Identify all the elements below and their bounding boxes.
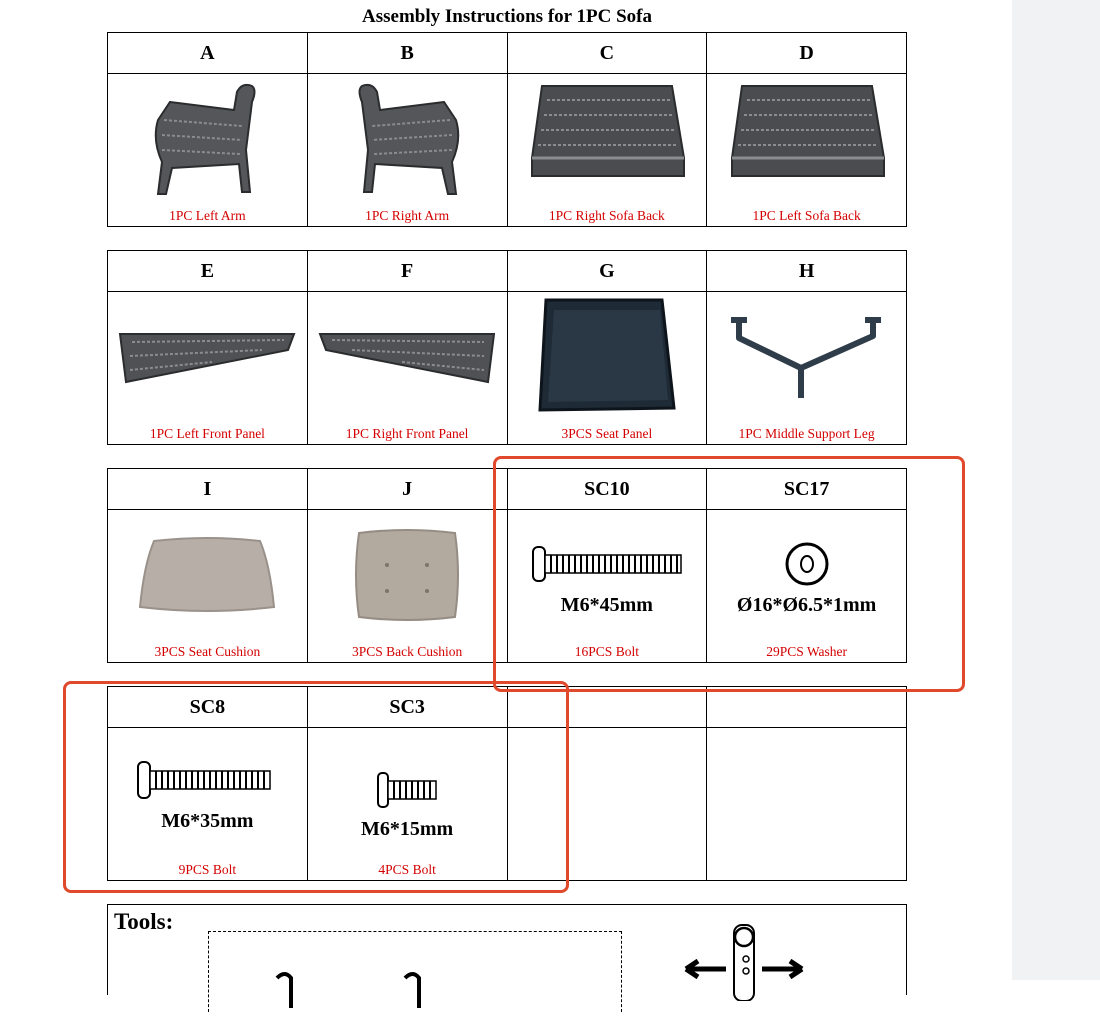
part-letter-g: G	[507, 251, 707, 292]
part-code-sc8: SC8	[108, 687, 308, 728]
left-front-panel-image	[108, 298, 307, 416]
seat-panel-image	[508, 298, 707, 416]
caption-right-sofa-back: 1PC Right Sofa Back	[548, 208, 665, 223]
page-title: Assembly Instructions for 1PC Sofa	[362, 6, 652, 27]
caption-seat-panel: 3PCS Seat Panel	[561, 426, 653, 441]
highlight-box-sc10-sc17	[493, 456, 965, 692]
empty-header-4	[707, 687, 907, 728]
caption-right-front-panel: 1PC Right Front Panel	[345, 426, 469, 441]
caption-left-front-panel: 1PC Left Front Panel	[149, 426, 265, 441]
page-scrollbar[interactable]	[1012, 0, 1100, 980]
part-code-sc17: SC17	[707, 469, 907, 510]
spec-bolt-m6x15: M6*15mm	[361, 818, 454, 840]
right-sofa-back-image	[508, 80, 707, 198]
parts-table-1	[107, 32, 907, 227]
highlight-box-sc8-sc3	[63, 681, 569, 893]
part-letter-e: E	[108, 251, 308, 292]
caption-support-leg: 1PC Middle Support Leg	[738, 426, 875, 441]
part-letter-j: J	[307, 469, 507, 510]
left-arm-image	[108, 80, 307, 198]
left-sofa-back-image	[707, 80, 906, 198]
caption-seat-cushion: 3PCS Seat Cushion	[154, 644, 261, 659]
support-leg-image	[707, 298, 906, 416]
right-arm-image	[308, 80, 507, 198]
caption-bolt-9pcs: 9PCS Bolt	[178, 862, 237, 877]
allen-keys-icon	[269, 958, 429, 1018]
caption-bolt-4pcs: 4PCS Bolt	[378, 862, 436, 877]
caption-washer-29pcs: 29PCS Washer	[766, 644, 848, 659]
caption-bolt-16pcs: 16PCS Bolt	[574, 644, 639, 659]
caption-right-arm: 1PC Right Arm	[365, 208, 450, 223]
part-letter-b: B	[307, 33, 507, 74]
spec-washer: Ø16*Ø6.5*1mm	[736, 594, 877, 616]
seat-cushion-image	[108, 516, 307, 634]
part-letter-i: I	[108, 469, 308, 510]
caption-left-arm: 1PC Left Arm	[169, 208, 246, 223]
tools-dashed-box	[208, 931, 622, 1012]
right-front-panel-image	[308, 298, 507, 416]
back-cushion-image	[308, 516, 507, 634]
caption-left-sofa-back: 1PC Left Sofa Back	[752, 208, 861, 223]
part-letter-c: C	[507, 33, 707, 74]
caption-back-cushion: 3PCS Back Cushion	[351, 644, 463, 659]
tools-label: Tools:	[114, 909, 174, 934]
part-letter-a: A	[108, 33, 308, 74]
tools-section	[107, 904, 907, 995]
part-letter-f: F	[307, 251, 507, 292]
spec-bolt-m6x45: M6*45mm	[560, 594, 653, 616]
parts-table-2	[107, 250, 907, 445]
wrench-direction-icon	[674, 921, 814, 1001]
part-code-sc10: SC10	[507, 469, 707, 510]
spec-bolt-m6x35: M6*35mm	[161, 810, 254, 832]
part-letter-h: H	[707, 251, 907, 292]
part-code-sc3: SC3	[307, 687, 507, 728]
part-letter-d: D	[707, 33, 907, 74]
